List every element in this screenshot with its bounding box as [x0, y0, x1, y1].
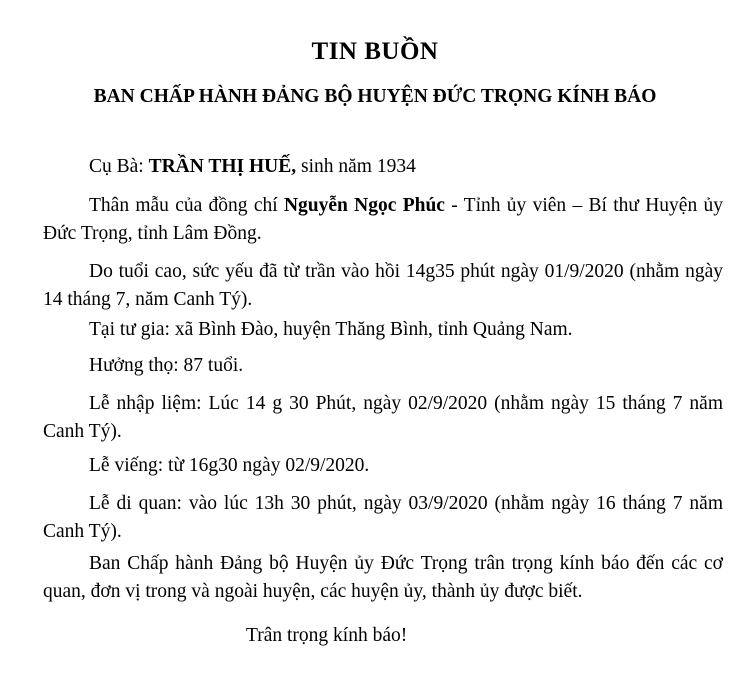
deceased-birth-year: sinh năm 1934 [296, 156, 416, 177]
relation-prefix: Thân mẫu của đồng chí [89, 195, 284, 216]
funeral-paragraph: Lễ di quan: vào lúc 13h 30 phút, ngày 03/9/2020 (nhằm ngày 16 tháng 7 năm Canh Tý). [43, 493, 723, 542]
deceased-line [43, 153, 723, 181]
notice-subtitle: BAN CHẤP HÀNH ĐẢNG BỘ HUYỆN ĐỨC TRỌNG KÍNH BÁO [93, 86, 657, 107]
age-line: Hưởng thọ: 87 tuổi. [89, 355, 244, 376]
deceased-name: TRẦN THỊ HUẾ, [148, 156, 297, 177]
announcement-paragraph: Ban Chấp hành Đảng bộ Huyện ủy Đức Trọng trân trọng kính báo đến các cơ quan, đơn vị trong và ngoài huyện, các huyện ủy, thành ủy được biết. [43, 553, 723, 602]
deceased-prefix: Cụ Bà: [89, 156, 149, 177]
relation-name: Nguyễn Ngọc Phúc [283, 195, 445, 216]
closing-line: Trân trọng kính báo! [246, 625, 408, 646]
notice-title: TIN BUỒN [311, 38, 439, 65]
encoffinment-paragraph: Lễ nhập liệm: Lúc 14 g 30 Phút, ngày 02/9/2020 (nhằm ngày 15 tháng 7 năm Canh Tý). [43, 393, 723, 442]
death-info-paragraph: Do tuổi cao, sức yếu đã từ trần vào hồi 14g35 phút ngày 01/9/2020 (nhằm ngày 14 tháng 7, năm Canh Tý). [43, 261, 723, 310]
relation-paragraph [43, 192, 723, 248]
relation-suffix: - Tỉnh ủy viên – Bí thư Huyện ủy Đức Trọng, tỉnh Lâm Đồng. [43, 195, 723, 244]
residence-line: Tại tư gia: xã Bình Đào, huyện Thăng Bình, tỉnh Quảng Nam. [89, 319, 573, 340]
visitation-line: Lễ viếng: từ 16g30 ngày 02/9/2020. [89, 455, 370, 476]
